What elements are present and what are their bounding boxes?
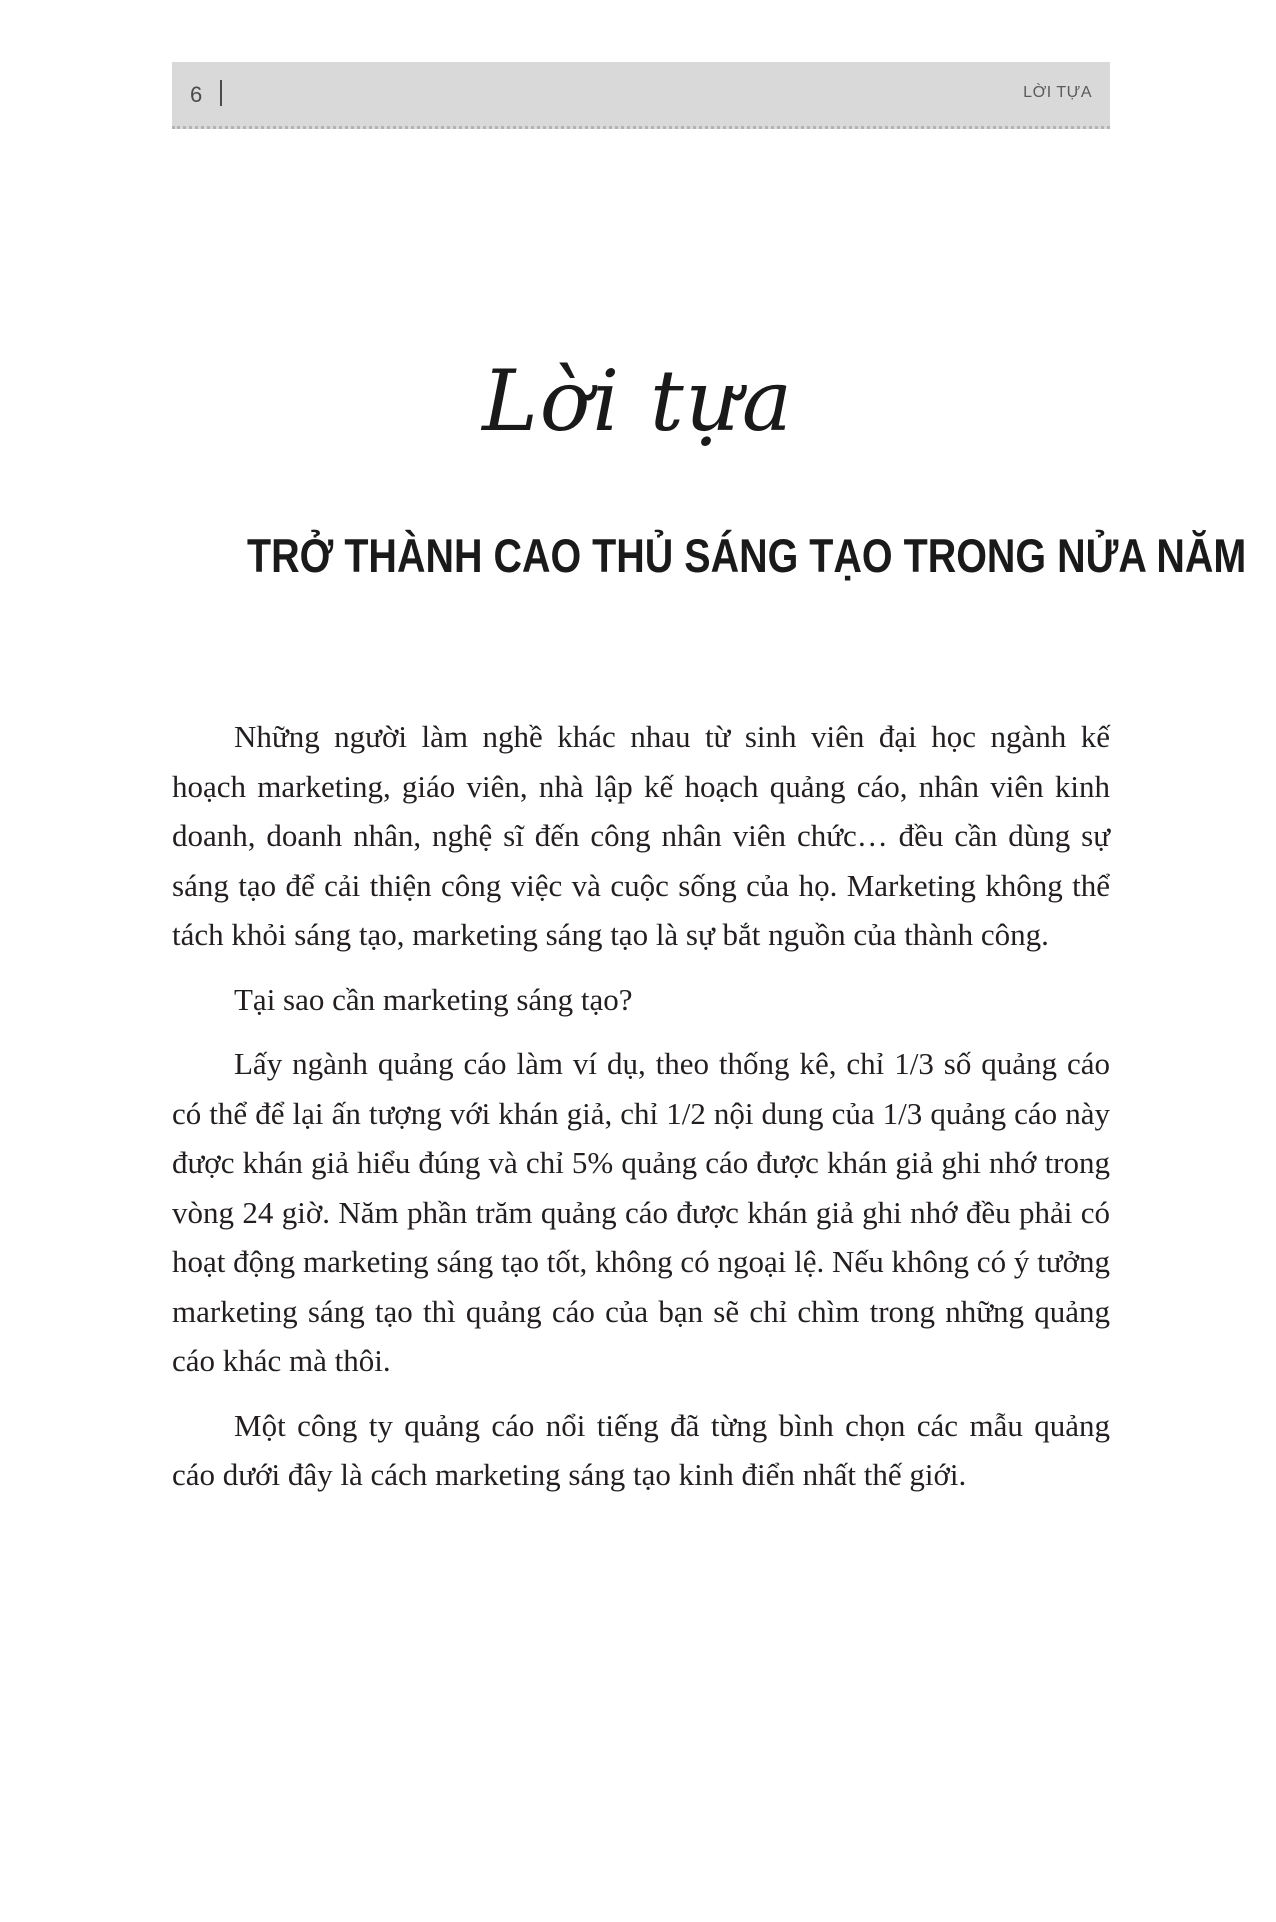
- paragraph: Những người làm nghề khác nhau từ sinh viên đại học ngành kế hoạch marketing, giáo viên, nhà lập kế hoạch quảng cáo, nhân viên kinh doanh, doanh nhân, nghệ sĩ đến công nhân viên chức… đều cần dùng sự sáng tạo để cải thiện công việc và cuộc sống của họ. Marketing không thể tách khỏi sáng tạo, marketing sáng tạo là sự bắt nguồn của thành công.: [172, 719, 1110, 952]
- running-head-title: LỜI TỰA: [1023, 84, 1092, 101]
- paragraph: Một công ty quảng cáo nổi tiếng đã từng bình chọn các mẫu quảng cáo dưới đây là cách marketing sáng tạo kinh điển nhất thế giới.: [172, 1407, 1110, 1492]
- page-number: 6: [190, 82, 203, 107]
- body-text: [172, 712, 1110, 1515]
- script-title: Lời tựa: [482, 352, 794, 450]
- paragraph: Tại sao cần marketing sáng tạo?: [234, 981, 633, 1017]
- chapter-title: TRỞ THÀNH CAO THỦ SÁNG TẠO TRONG NỬA NĂM: [247, 529, 1247, 582]
- paragraph: Lấy ngành quảng cáo làm ví dụ, theo thống kê, chỉ 1/3 số quảng cáo có thể để lại ấn tượng với khán giả, chỉ 1/2 nội dung của 1/3 quảng cáo này được khán giả hiểu đúng và chỉ 5% quảng cáo được khán giả ghi nhớ trong vòng 24 giờ. Năm phần trăm quảng cáo được khán giả ghi nhớ đều phải có hoạt động marketing sáng tạo tốt, không có ngoại lệ. Nếu không có ý tưởng marketing sáng tạo thì quảng cáo của bạn sẽ chỉ chìm trong những quảng cáo khác mà thôi.: [172, 1046, 1110, 1378]
- header-divider: [220, 80, 222, 106]
- running-header: [172, 62, 1110, 129]
